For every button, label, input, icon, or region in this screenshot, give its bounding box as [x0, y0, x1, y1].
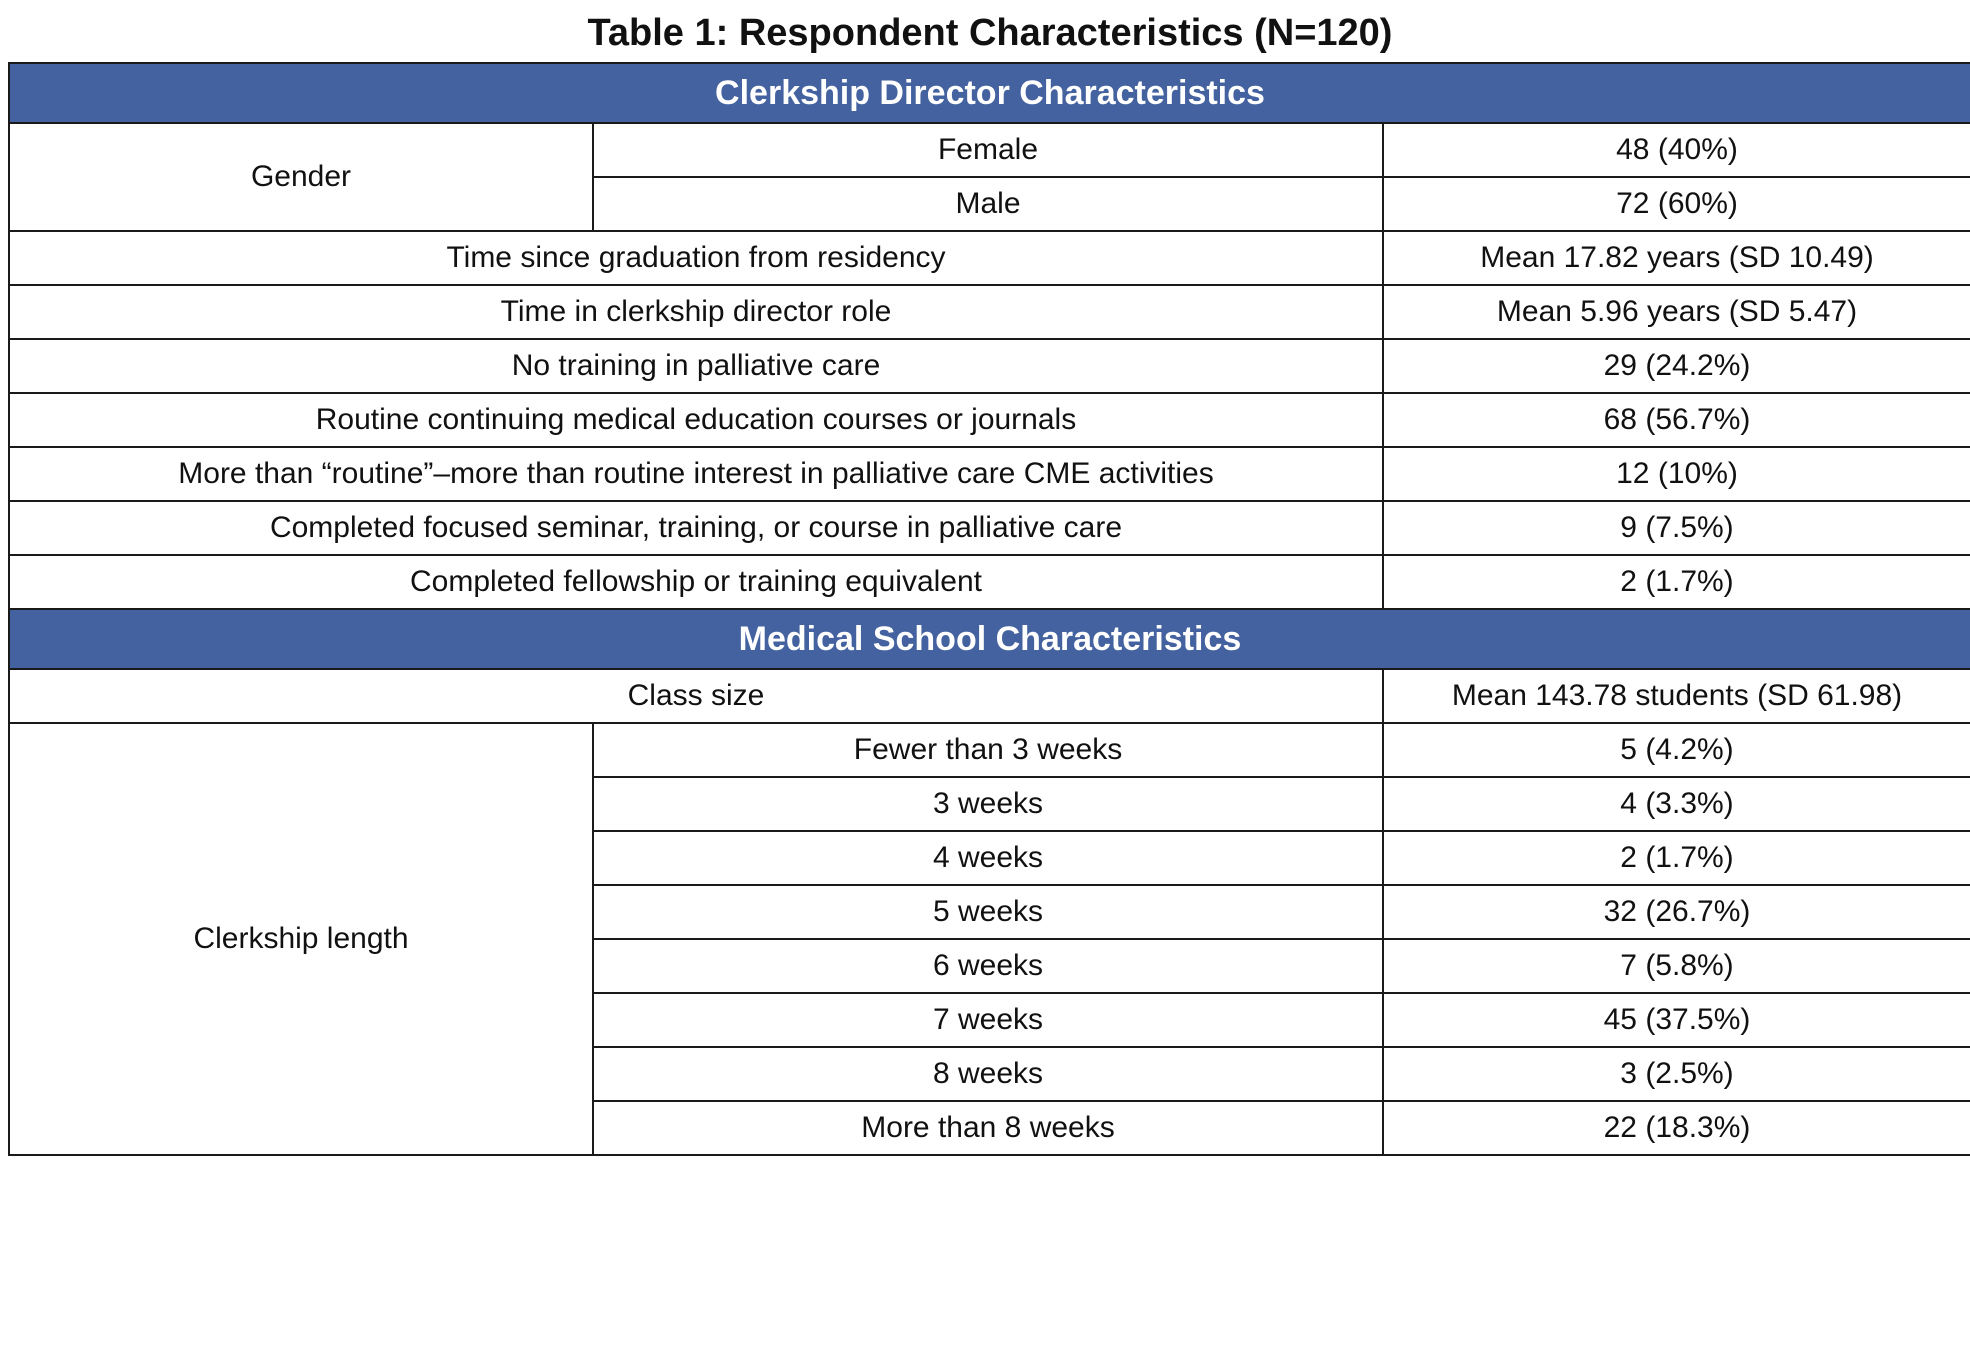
section-header-row — [9, 609, 1970, 669]
row-value: 12 (10%) — [1383, 447, 1970, 501]
row-label: More than “routine”–more than routine interest in palliative care CME activities — [9, 447, 1383, 501]
row-label: Fewer than 3 weeks — [593, 723, 1383, 777]
row-label: Class size — [9, 669, 1383, 723]
table-row — [9, 231, 1970, 285]
table-row — [9, 393, 1970, 447]
row-label: Time in clerkship director role — [9, 285, 1383, 339]
row-label: More than 8 weeks — [593, 1101, 1383, 1155]
row-value: 29 (24.2%) — [1383, 339, 1970, 393]
row-label: 4 weeks — [593, 831, 1383, 885]
row-value: 4 (3.3%) — [1383, 777, 1970, 831]
section-header-medical-school: Medical School Characteristics — [9, 609, 1970, 669]
row-label: 5 weeks — [593, 885, 1383, 939]
respondent-characteristics-table — [8, 62, 1970, 1156]
row-label: No training in palliative care — [9, 339, 1383, 393]
table-row — [9, 555, 1970, 609]
row-value: 2 (1.7%) — [1383, 831, 1970, 885]
row-value: 22 (18.3%) — [1383, 1101, 1970, 1155]
table-row — [9, 669, 1970, 723]
row-value: 5 (4.2%) — [1383, 723, 1970, 777]
row-value: 2 (1.7%) — [1383, 555, 1970, 609]
row-value: 3 (2.5%) — [1383, 1047, 1970, 1101]
row-value: 68 (56.7%) — [1383, 393, 1970, 447]
row-label: 8 weeks — [593, 1047, 1383, 1101]
table-row — [9, 447, 1970, 501]
row-group-label-clerkship-length: Clerkship length — [9, 723, 593, 1155]
row-label: Routine continuing medical education courses or journals — [9, 393, 1383, 447]
row-label: 7 weeks — [593, 993, 1383, 1047]
table-row — [9, 339, 1970, 393]
table-row — [9, 723, 1970, 777]
table-row — [9, 501, 1970, 555]
row-label: Male — [593, 177, 1383, 231]
section-header-row — [9, 63, 1970, 123]
table-title: Table 1: Respondent Characteristics (N=120) — [587, 12, 1393, 54]
row-value: Mean 17.82 years (SD 10.49) — [1383, 231, 1970, 285]
row-group-label-gender: Gender — [9, 123, 593, 231]
table-row — [9, 285, 1970, 339]
row-value: 9 (7.5%) — [1383, 501, 1970, 555]
row-value: Mean 5.96 years (SD 5.47) — [1383, 285, 1970, 339]
row-value: 45 (37.5%) — [1383, 993, 1970, 1047]
row-label: Completed focused seminar, training, or course in palliative care — [9, 501, 1383, 555]
row-value: Mean 143.78 students (SD 61.98) — [1383, 669, 1970, 723]
row-value: 32 (26.7%) — [1383, 885, 1970, 939]
row-label: Completed fellowship or training equivalent — [9, 555, 1383, 609]
row-label: Time since graduation from residency — [9, 231, 1383, 285]
row-label: 6 weeks — [593, 939, 1383, 993]
row-value: 72 (60%) — [1383, 177, 1970, 231]
row-value: 7 (5.8%) — [1383, 939, 1970, 993]
section-header-clerkship-director: Clerkship Director Characteristics — [9, 63, 1970, 123]
row-label: Female — [593, 123, 1383, 177]
table-row — [9, 123, 1970, 177]
row-label: 3 weeks — [593, 777, 1383, 831]
row-value: 48 (40%) — [1383, 123, 1970, 177]
